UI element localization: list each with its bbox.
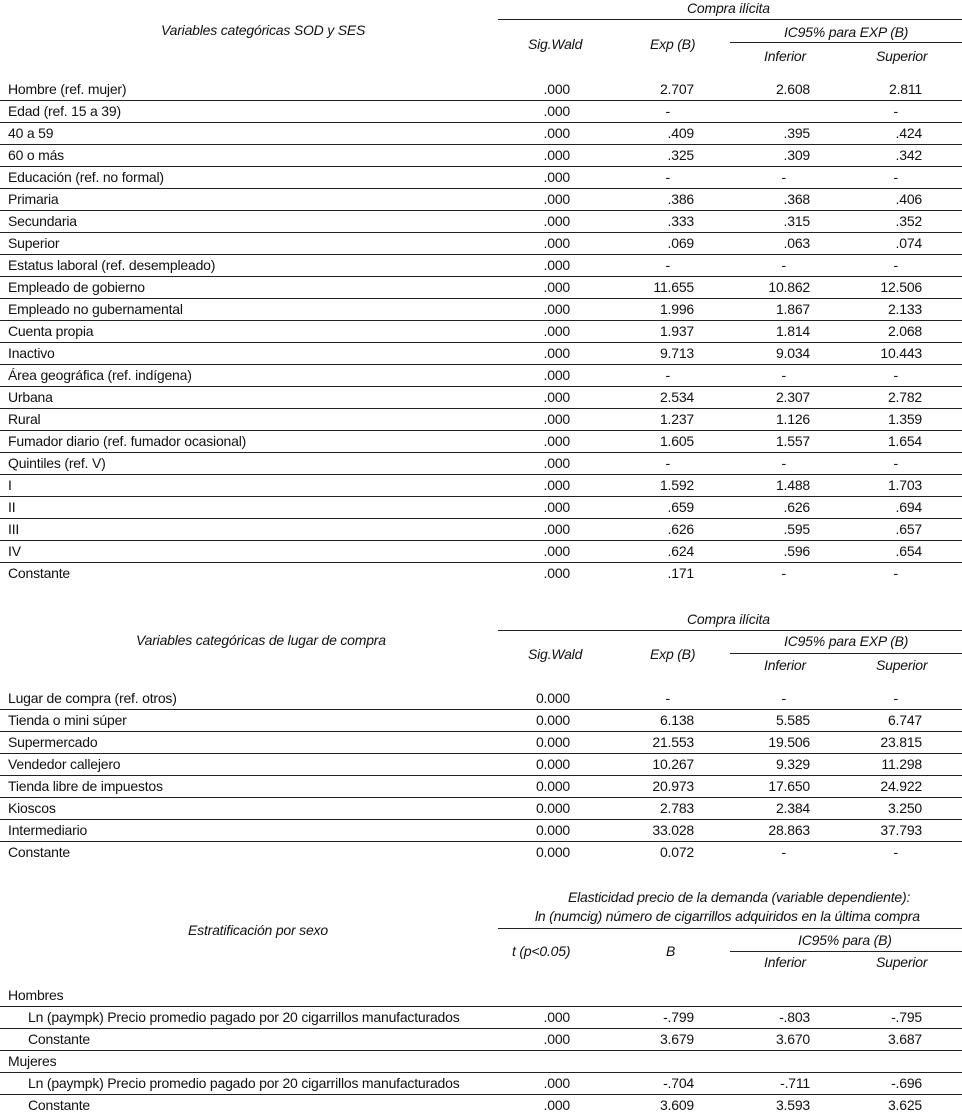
spacer [922, 541, 962, 563]
spacer [922, 453, 962, 475]
upper-value: 2.133 [810, 299, 922, 321]
spacer [922, 1095, 962, 1117]
upper-value: 3.250 [810, 798, 922, 820]
row-label: Primaria [0, 189, 495, 211]
table3-col-t: t (p<0.05) [512, 943, 571, 959]
table-row [0, 519, 962, 541]
table3-col-inf: Inferior [764, 954, 806, 970]
row-label: Urbana [0, 387, 495, 409]
table-row [0, 820, 962, 842]
estimate-value: 21.553 [570, 732, 694, 754]
estimate-value: 1.937 [570, 321, 694, 343]
row-label: Fumador diario (ref. fumador ocasional) [0, 431, 495, 453]
sig-value [495, 985, 570, 1007]
table-row [0, 101, 962, 123]
sig-value: .000 [495, 387, 570, 409]
lower-value: 3.670 [694, 1029, 810, 1051]
sig-value: .000 [495, 343, 570, 365]
upper-value: .424 [810, 123, 922, 145]
spacer [922, 688, 962, 710]
sig-value: .000 [495, 299, 570, 321]
estimate-value: .409 [570, 123, 694, 145]
upper-value: 37.793 [810, 820, 922, 842]
upper-value: .352 [810, 211, 922, 233]
table-row [0, 985, 962, 1007]
estimate-value: 1.605 [570, 431, 694, 453]
table1-group-rule [498, 19, 962, 20]
lower-value: - [694, 167, 810, 189]
estimate-value: 6.138 [570, 710, 694, 732]
sig-value: .000 [495, 123, 570, 145]
row-label: IV [0, 541, 495, 563]
spacer [922, 1073, 962, 1095]
lower-value: 19.506 [694, 732, 810, 754]
table1-header [0, 0, 962, 79]
table-row [0, 1095, 962, 1117]
table3-ic-rule [730, 951, 962, 952]
spacer [922, 475, 962, 497]
spacer [922, 255, 962, 277]
sig-value: 0.000 [495, 754, 570, 776]
sig-value: 0.000 [495, 688, 570, 710]
spacer [922, 321, 962, 343]
upper-value: -.795 [810, 1007, 922, 1029]
row-label: Supermercado [0, 732, 495, 754]
lower-value: 10.862 [694, 277, 810, 299]
upper-value: - [893, 844, 898, 860]
sig-value: .000 [495, 233, 570, 255]
upper-value: .694 [810, 497, 922, 519]
spacer [922, 101, 962, 123]
estimate-value: -.704 [570, 1073, 694, 1095]
sig-value: .000 [495, 277, 570, 299]
upper-value: - [810, 688, 922, 710]
spacer [922, 519, 962, 541]
estimate-value: .069 [570, 233, 694, 255]
row-label: Mujeres [0, 1051, 495, 1073]
lower-value: 3.593 [775, 1097, 810, 1113]
upper-value: 1.654 [810, 431, 922, 453]
spacer [922, 497, 962, 519]
estimate-value: 2.707 [570, 79, 694, 101]
upper-value: .342 [810, 145, 922, 167]
table-row [0, 798, 962, 820]
estimate-value: .333 [570, 211, 694, 233]
table-row [0, 1029, 962, 1051]
sig-value: .000 [495, 497, 570, 519]
row-label: I [0, 475, 495, 497]
row-label: Constante [0, 1029, 495, 1051]
upper-value: .657 [810, 519, 922, 541]
row-label: Estatus laboral (ref. desempleado) [0, 255, 495, 277]
table-row [0, 211, 962, 233]
upper-value: 1.359 [810, 409, 922, 431]
lower-value: 17.650 [694, 776, 810, 798]
table1-col-exp: Exp (B) [650, 36, 696, 52]
table3-ic-label: IC95% para (B) [798, 932, 892, 948]
table2-col-sig: Sig.Wald [528, 646, 583, 662]
lower-value: 1.814 [694, 321, 810, 343]
sig-value: .000 [495, 321, 570, 343]
lower-value: - [781, 565, 786, 581]
estimate-value: - [570, 167, 694, 189]
row-label: 40 a 59 [0, 123, 495, 145]
spacer [922, 1051, 962, 1073]
lower-value: .626 [694, 497, 810, 519]
upper-value: - [810, 365, 922, 387]
row-label: Tienda libre de impuestos [0, 776, 495, 798]
table2-ic-rule [730, 653, 962, 654]
table-row [0, 754, 962, 776]
estimate-value: - [570, 101, 694, 123]
row-label: Hombre (ref. mujer) [0, 79, 495, 101]
row-label: Ln (paympk) Precio promedio pagado por 20 cigarrillos manufacturados [0, 1007, 495, 1029]
lower-value: 28.863 [694, 820, 810, 842]
upper-value: .406 [810, 189, 922, 211]
spacer [922, 189, 962, 211]
estimate-value: .386 [570, 189, 694, 211]
sig-value: 0.000 [495, 732, 570, 754]
lower-value: 1.488 [694, 475, 810, 497]
estimate-value: - [570, 453, 694, 475]
lower-value: - [694, 365, 810, 387]
row-label: Kioscos [0, 798, 495, 820]
table1-ic-rule [730, 42, 962, 43]
estimate-value: .624 [570, 541, 694, 563]
table-row [0, 541, 962, 563]
table2-col-inf: Inferior [764, 657, 806, 673]
estimate-value: 3.679 [570, 1029, 694, 1051]
lower-value: 1.126 [694, 409, 810, 431]
sig-value: .000 [495, 189, 570, 211]
lower-value: 5.585 [694, 710, 810, 732]
table3-group-rule [498, 928, 962, 929]
spacer [922, 277, 962, 299]
estimate-value [570, 1051, 694, 1073]
spacer [922, 1029, 962, 1051]
lower-value [694, 101, 810, 123]
table3-group-line1: Elasticidad precio de la demanda (variable dependiente): [568, 889, 911, 905]
upper-value: 3.625 [887, 1097, 922, 1113]
estimate-value: 1.592 [570, 475, 694, 497]
row-label: Constante [8, 844, 71, 860]
spacer [922, 563, 962, 585]
estimate-value: - [570, 688, 694, 710]
table-row [0, 776, 962, 798]
sig-value: .000 [495, 475, 570, 497]
spacer [922, 798, 962, 820]
row-label: Cuenta propia [0, 321, 495, 343]
upper-value: - [810, 167, 922, 189]
table-row [0, 299, 962, 321]
table1-col-inf: Inferior [764, 48, 806, 64]
estimate-value: - [570, 365, 694, 387]
estimate-value: .626 [570, 519, 694, 541]
lower-value [694, 985, 810, 1007]
row-label: Quintiles (ref. V) [0, 453, 495, 475]
spacer [922, 387, 962, 409]
estimate-value: 10.267 [570, 754, 694, 776]
upper-value: - [810, 101, 922, 123]
estimate-value: 3.609 [659, 1097, 694, 1113]
sig-value: .000 [495, 1007, 570, 1029]
lower-value: -.711 [694, 1073, 810, 1095]
upper-value: 11.298 [810, 754, 922, 776]
table3-header [0, 884, 962, 985]
table-row [0, 842, 962, 864]
lower-value: .395 [694, 123, 810, 145]
spacer [922, 820, 962, 842]
table-row [0, 343, 962, 365]
row-label: Lugar de compra (ref. otros) [0, 688, 495, 710]
estimate-value: 2.783 [570, 798, 694, 820]
table-row [0, 1051, 962, 1073]
upper-value: .074 [810, 233, 922, 255]
table-row [0, 167, 962, 189]
spacer [922, 343, 962, 365]
lower-value: 2.384 [694, 798, 810, 820]
spacer [922, 145, 962, 167]
lower-value: .595 [694, 519, 810, 541]
spacer [922, 776, 962, 798]
row-label: Secundaria [0, 211, 495, 233]
sig-value: 0.000 [495, 710, 570, 732]
lower-value: .063 [694, 233, 810, 255]
row-label: Tienda o mini súper [0, 710, 495, 732]
table-row [0, 123, 962, 145]
table-row [0, 1073, 962, 1095]
table-row [0, 732, 962, 754]
estimate-value: - [570, 255, 694, 277]
spacer [922, 1007, 962, 1029]
estimate-value: 0.072 [659, 844, 694, 860]
table-row [0, 365, 962, 387]
table-row [0, 688, 962, 710]
sig-value: .000 [543, 1097, 570, 1113]
spacer [922, 754, 962, 776]
spacer [922, 732, 962, 754]
table-row [0, 1007, 962, 1029]
lower-value: 2.307 [694, 387, 810, 409]
upper-value: 2.782 [810, 387, 922, 409]
upper-value: 6.747 [810, 710, 922, 732]
estimate-value: .325 [570, 145, 694, 167]
upper-value: 23.815 [810, 732, 922, 754]
lower-value: .315 [694, 211, 810, 233]
spacer [922, 233, 962, 255]
sig-value: .000 [495, 79, 570, 101]
sig-value [495, 1051, 570, 1073]
row-label: Hombres [0, 985, 495, 1007]
upper-value: - [893, 565, 898, 581]
lower-value: -.803 [694, 1007, 810, 1029]
upper-value: 2.068 [810, 321, 922, 343]
table2-header [0, 610, 962, 688]
table-row [0, 409, 962, 431]
row-label: Empleado no gubernamental [0, 299, 495, 321]
sig-value: 0.000 [535, 844, 570, 860]
estimate-value [570, 985, 694, 1007]
spacer [922, 431, 962, 453]
lower-value: - [694, 255, 810, 277]
upper-value: - [810, 453, 922, 475]
table2-title: Variables categóricas de lugar de compra [136, 632, 386, 648]
table3-title: Estratificación por sexo [188, 922, 328, 938]
upper-value: 12.506 [810, 277, 922, 299]
sig-value: 0.000 [495, 820, 570, 842]
table3-col-b: B [666, 943, 676, 959]
row-label: Vendedor callejero [0, 754, 495, 776]
upper-value: - [810, 255, 922, 277]
lower-value: - [781, 844, 786, 860]
upper-value: .654 [810, 541, 922, 563]
spacer [922, 365, 962, 387]
table-row [0, 497, 962, 519]
row-label: Rural [0, 409, 495, 431]
sig-value: .000 [495, 431, 570, 453]
lower-value: 1.557 [694, 431, 810, 453]
lower-value: .368 [694, 189, 810, 211]
table-row [0, 145, 962, 167]
sig-value: .000 [495, 101, 570, 123]
row-label: Edad (ref. 15 a 39) [0, 101, 495, 123]
upper-value [810, 985, 922, 1007]
table3-col-sup: Superior [876, 954, 928, 970]
row-label: Intermediario [0, 820, 495, 842]
table-row [0, 387, 962, 409]
table-row [0, 563, 962, 585]
lower-value [694, 1051, 810, 1073]
row-label: Superior [0, 233, 495, 255]
table1-col-sig: Sig.Wald [528, 36, 583, 52]
table-row [0, 431, 962, 453]
estimate-value: 1.237 [570, 409, 694, 431]
sig-value: .000 [495, 409, 570, 431]
table-row [0, 277, 962, 299]
row-label: Área geográfica (ref. indígena) [0, 365, 495, 387]
table-row [0, 453, 962, 475]
upper-value: 10.443 [810, 343, 922, 365]
spacer [922, 211, 962, 233]
table2-group-label: Compra ilícita [687, 611, 770, 627]
upper-value: 3.687 [810, 1029, 922, 1051]
sig-value: 0.000 [495, 798, 570, 820]
lower-value: 1.867 [694, 299, 810, 321]
table1-body [0, 79, 962, 584]
spacer [922, 167, 962, 189]
table2-col-sup: Superior [876, 657, 928, 673]
sig-value: .000 [543, 565, 570, 581]
lower-value: 9.329 [694, 754, 810, 776]
row-label: III [0, 519, 495, 541]
table2-col-exp: Exp (B) [650, 646, 696, 662]
table1-group-label: Compra ilícita [687, 0, 770, 16]
lower-value: - [694, 453, 810, 475]
lower-value: .309 [694, 145, 810, 167]
spacer [922, 123, 962, 145]
table3-body [0, 985, 962, 1116]
table-row [0, 255, 962, 277]
sig-value: .000 [495, 211, 570, 233]
row-label: II [0, 497, 495, 519]
table-row [0, 233, 962, 255]
upper-value: -.696 [810, 1073, 922, 1095]
sig-value: .000 [495, 541, 570, 563]
upper-value [810, 1051, 922, 1073]
sig-value: .000 [495, 365, 570, 387]
table-row [0, 321, 962, 343]
spacer [922, 299, 962, 321]
spacer [922, 710, 962, 732]
table2-body [0, 688, 962, 863]
row-label: Constante [8, 565, 71, 581]
lower-value: 2.608 [694, 79, 810, 101]
estimate-value: 1.996 [570, 299, 694, 321]
table-row [0, 79, 962, 101]
estimate-value: 33.028 [570, 820, 694, 842]
spacer [922, 842, 962, 864]
spacer [922, 409, 962, 431]
estimate-value: 20.973 [570, 776, 694, 798]
lower-value: 9.034 [694, 343, 810, 365]
estimate-value: .659 [570, 497, 694, 519]
row-label: Empleado de gobierno [0, 277, 495, 299]
table1-title: Variables categóricas SOD y SES [161, 22, 366, 38]
lower-value: - [694, 688, 810, 710]
sig-value: .000 [495, 255, 570, 277]
row-label: Constante [28, 1097, 91, 1113]
sig-value: .000 [495, 1029, 570, 1051]
table3-group-line2: ln (numcig) número de cigarrillos adquiridos en la última compra [535, 908, 920, 924]
table2-ic-label: IC95% para EXP (B) [784, 633, 909, 649]
lower-value: .596 [694, 541, 810, 563]
spacer [922, 79, 962, 101]
row-label: 60 o más [0, 145, 495, 167]
table1-ic-label: IC95% para EXP (B) [784, 24, 909, 40]
table2-group-rule [498, 630, 962, 631]
spacer [922, 985, 962, 1007]
table1-col-sup: Superior [876, 48, 928, 64]
estimate-value: 2.534 [570, 387, 694, 409]
estimate-value: .171 [667, 565, 694, 581]
estimate-value: 9.713 [570, 343, 694, 365]
sig-value: .000 [495, 1073, 570, 1095]
upper-value: 24.922 [810, 776, 922, 798]
estimate-value: 11.655 [570, 277, 694, 299]
row-label: Ln (paympk) Precio promedio pagado por 20 cigarrillos manufacturados [0, 1073, 495, 1095]
sig-value: .000 [495, 145, 570, 167]
sig-value: .000 [495, 519, 570, 541]
row-label: Educación (ref. no formal) [0, 167, 495, 189]
upper-value: 1.703 [810, 475, 922, 497]
upper-value: 2.811 [810, 79, 922, 101]
sig-value: 0.000 [495, 776, 570, 798]
sig-value: .000 [495, 167, 570, 189]
sig-value: .000 [495, 453, 570, 475]
table-row [0, 189, 962, 211]
table-row [0, 475, 962, 497]
row-label: Inactivo [0, 343, 495, 365]
estimate-value: -.799 [570, 1007, 694, 1029]
table-row [0, 710, 962, 732]
